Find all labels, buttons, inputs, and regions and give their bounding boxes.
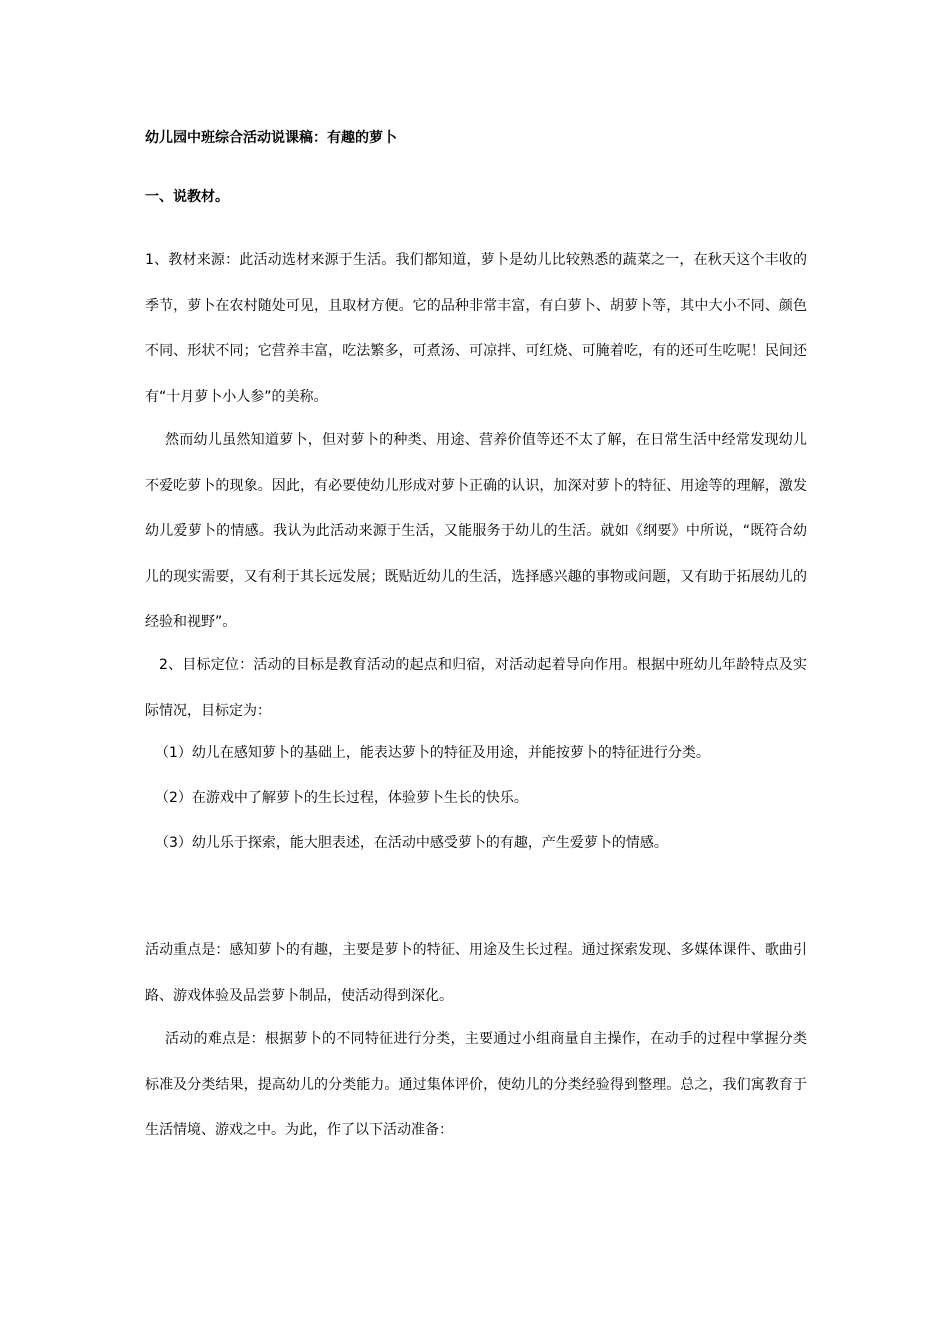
goal-item-3: （3）幼儿乐于探索，能大胆表述，在活动中感受萝卜的有趣，产生爱萝卜的情感。	[155, 835, 668, 851]
goal-item-2: （2）在游戏中了解萝卜的生长过程，体验萝卜生长的快乐。	[155, 790, 528, 806]
paragraph-key-point: 活动重点是：感知萝卜的有趣，主要是萝卜的特征、用途及生长过程。通过探索发现、多媒体课件、歌曲引路、游戏体验及品尝萝卜制品，使活动得到深化。	[145, 942, 807, 1004]
paragraph-children-understanding: 然而幼儿虽然知道萝卜，但对萝卜的种类、用途、营养价值等还不太了解，在日常生活中经常发现幼儿不爱吃萝卜的现象。因此，有必要使幼儿形成对萝卜正确的认识，加深对萝卜的特征、用途等的理解，激发幼儿爱萝卜的情感。我认为此活动来源于生活，又能服务于幼儿的生活。就如《纲要》中所说，“既符合幼儿的现实需要，又有利于其长远发展；既贴近幼儿的生活，选择感兴趣的事物或问题，又有助于拓展幼儿的经验和视野”。	[145, 432, 807, 630]
paragraph-material-source: 1、教材来源：此活动选材来源于生活。我们都知道，萝卜是幼儿比较熟悉的蔬菜之一，在秋天这个丰收的季节，萝卜在农村随处可见，且取材方便。它的品种非常丰富，有白萝卜、胡萝卜等，其中大小不同、颜色不同、形状不同；它营养丰富，吃法繁多，可煮汤、可凉拌、可红烧、可腌着吃，有的还可生吃呢！民间还有“十月萝卜小人参”的美称。	[145, 252, 807, 405]
paragraph-difficulty: 活动的难点是：根据萝卜的不同特征进行分类，主要通过小组商量自主操作，在动手的过程中掌握分类标准及分类结果，提高幼儿的分类能力。通过集体评价，使幼儿的分类经验得到整理。总之，我们寓教育于生活情境、游戏之中。为此，作了以下活动准备：	[145, 1031, 807, 1138]
paragraph-goal-positioning: 2、目标定位：活动的目标是教育活动的起点和归宿，对活动起着导向作用。根据中班幼儿年龄特点及实际情况，目标定为：	[145, 657, 807, 719]
section-heading: 一、说教材。	[145, 189, 229, 205]
goal-item-1: （1）幼儿在感知萝卜的基础上，能表达萝卜的特征及用途，并能按萝卜的特征进行分类。	[155, 745, 710, 761]
document-title: 幼儿园中班综合活动说课稿：有趣的萝卜	[145, 130, 397, 146]
